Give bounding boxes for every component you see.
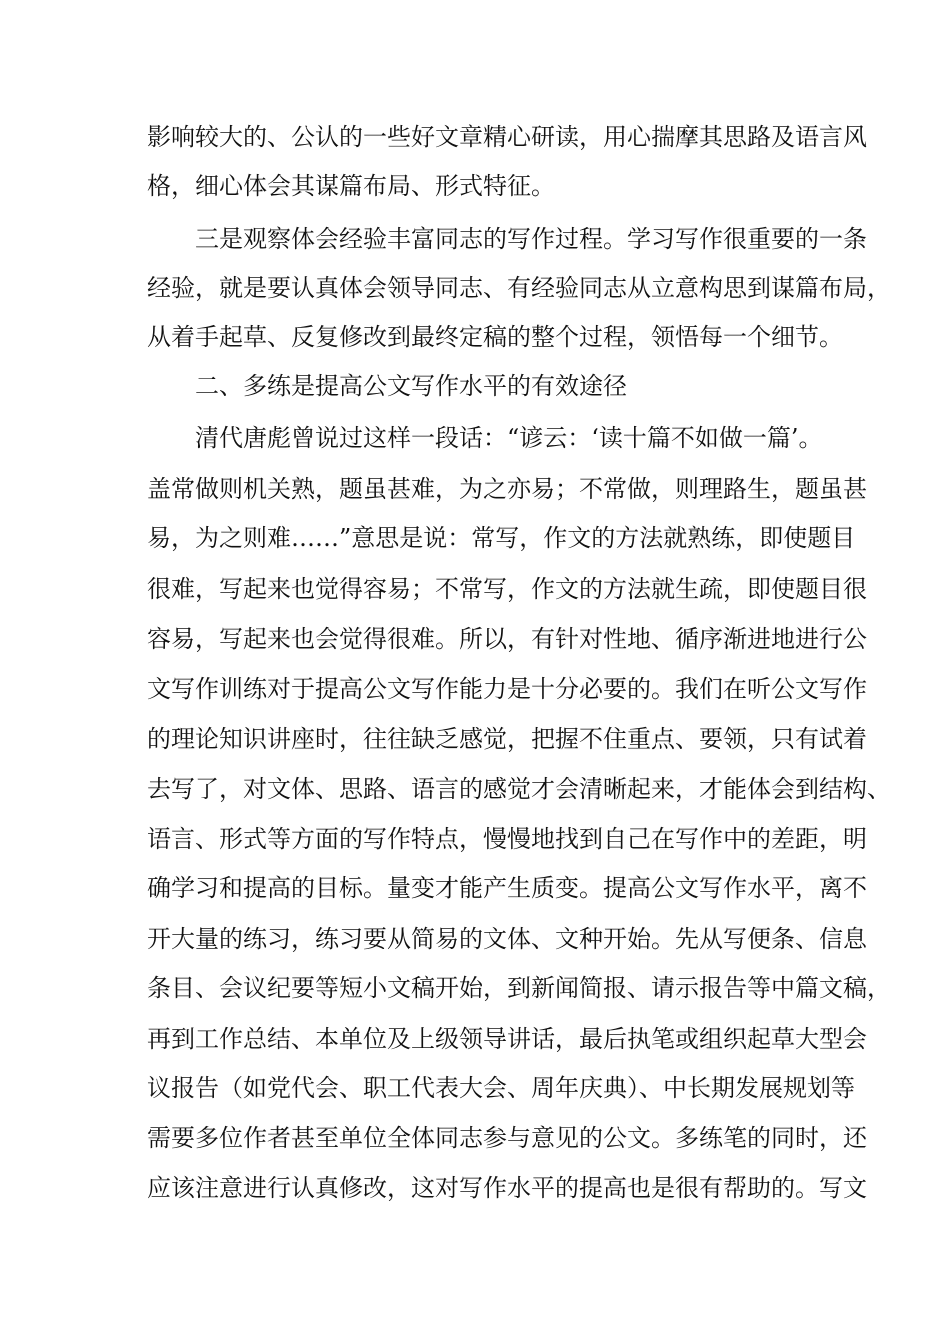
text-line: 的理论知识讲座时，往往缺乏感觉，把握不住重点、要领，只有试着 [147,725,867,753]
text-line: 开大量的练习，练习要从简易的文体、文种开始。先从写便条、信息 [147,925,867,953]
text-line: 三是观察体会经验丰富同志的写作过程。学习写作很重要的一条 [195,225,867,253]
section-heading: 二、多练是提高公文写作水平的有效途径 [195,372,627,400]
text-line: 清代唐彪曾说过这样一段话：“谚云：‘读十篇不如做一篇’。 [195,424,823,452]
text-line: 语言、形式等方面的写作特点，慢慢地找到自己在写作中的差距，明 [147,825,867,853]
text-line: 文写作训练对于提高公文写作能力是十分必要的。我们在听公文写作 [147,675,867,703]
text-line: 需要多位作者甚至单位全体同志参与意见的公文。多练笔的同时，还 [147,1124,867,1152]
text-line: 容易，写起来也会觉得很难。所以，有针对性地、循序渐进地进行公 [147,625,867,653]
text-line: 经验，就是要认真体会领导同志、有经验同志从立意构思到谋篇布局， [147,274,891,302]
text-line: 再到工作总结、本单位及上级领导讲话，最后执笔或组织起草大型会 [147,1025,867,1053]
text-line: 格，细心体会其谋篇布局、形式特征。 [147,172,555,200]
text-line: 确学习和提高的目标。量变才能产生质变。提高公文写作水平，离不 [147,874,867,902]
text-line: 从着手起草、反复修改到最终定稿的整个过程，领悟每一个细节。 [147,323,843,351]
text-line: 盖常做则机关熟，题虽甚难，为之亦易；不常做，则理路生，题虽甚 [147,475,867,503]
text-line: 条目、会议纪要等短小文稿开始，到新闻简报、请示报告等中篇文稿， [147,974,891,1002]
text-line: 易，为之则难……”意思是说：常写，作文的方法就熟练，即使题目 [147,524,856,552]
text-line: 很难，写起来也觉得容易；不常写，作文的方法就生疏，即使题目很 [147,575,867,603]
text-line: 去写了，对文体、思路、语言的感觉才会清晰起来，才能体会到结构、 [147,775,891,803]
text-line: 议报告（如党代会、职工代表大会、周年庆典）、中长期发展规划等 [147,1074,855,1102]
text-line: 影响较大的、公认的一些好文章精心研读，用心揣摩其思路及语言风 [147,123,867,151]
text-line: 应该注意进行认真修改，这对写作水平的提高也是很有帮助的。写文 [147,1174,867,1202]
